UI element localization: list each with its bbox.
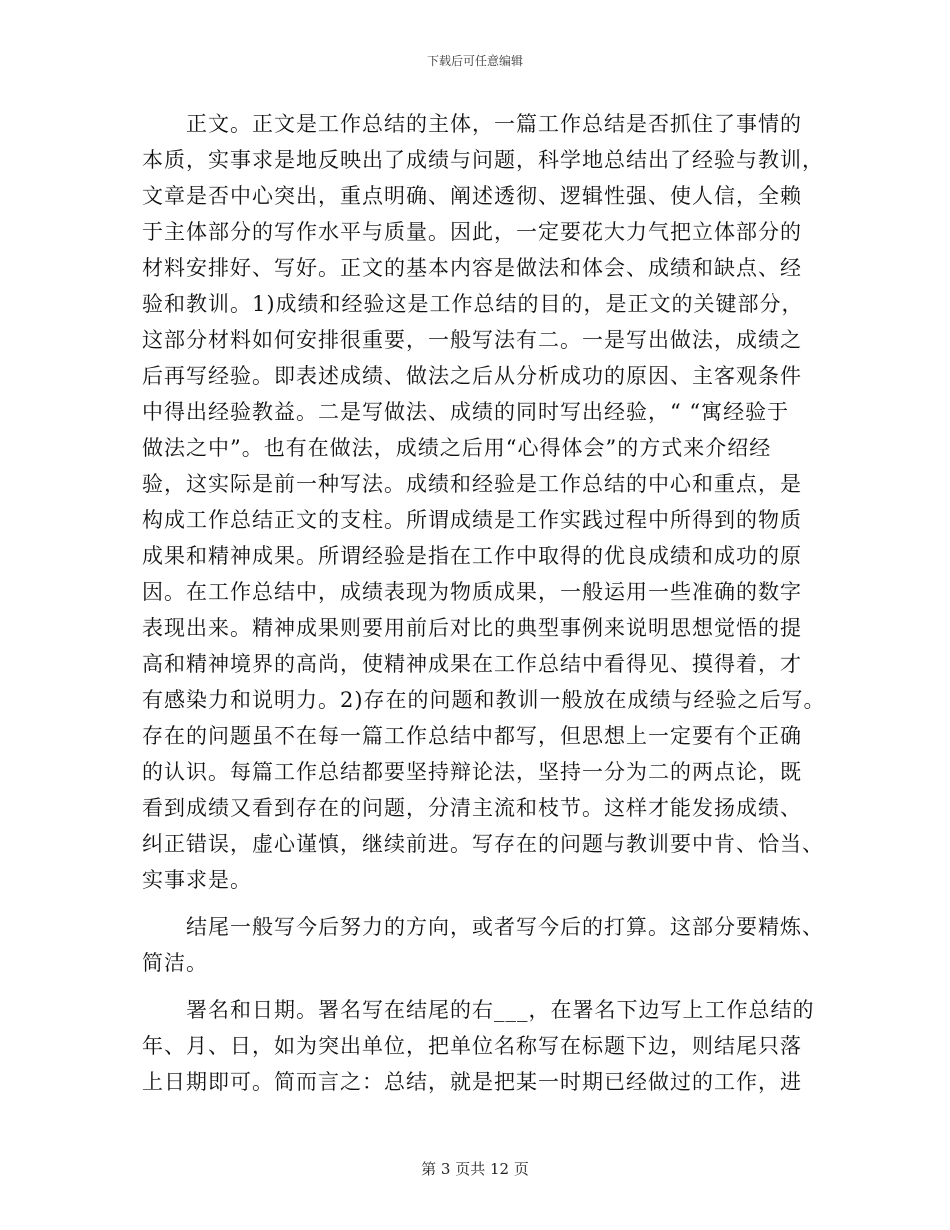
text-line: 简洁。	[142, 951, 208, 975]
text-line: 有感染力和说明力。2)存在的问题和教训一般放在成绩与经验之后写。	[142, 688, 826, 712]
text-line: 高和精神境界的高尚，使精神成果在工作总结中看得见、摸得着，才	[142, 652, 802, 676]
paragraph-main-text	[142, 106, 826, 898]
text-line: 做法之中”。也有在做法，成绩之后用“心得体会”的方式来介绍经	[142, 436, 772, 460]
text-line: 结尾一般写今后努力的方向，或者写今后的打算。这部分要精炼、	[186, 915, 824, 939]
text-line: 正文。正文是工作总结的主体，一篇工作总结是否抓住了事情的	[186, 112, 802, 136]
text-line: 中得出经验教益。二是写做法、成绩的同时写出经验，“ “寓经验于	[142, 400, 790, 424]
text-line: 署名和日期。署名写在结尾的右___，在署名下边写上工作总结的	[186, 998, 815, 1022]
paragraph-signature-date	[142, 992, 815, 1100]
text-line: 构成工作总结正文的支柱。所谓成绩是工作实践过程中所得到的物质	[142, 508, 802, 532]
text-line: 验，这实际是前一种写法。成绩和经验是工作总结的中心和重点，是	[142, 472, 802, 496]
text-line: 表现出来。精神成果则要用前后对比的典型事例来说明思想觉悟的提	[142, 616, 802, 640]
text-line: 这部分材料如何安排很重要，一般写法有二。一是写出做法，成绩之	[142, 328, 802, 352]
text-line: 于主体部分的写作水平与质量。因此，一定要花大力气把立体部分的	[142, 220, 802, 244]
text-line: 材料安排好、写好。正文的基本内容是做法和体会、成绩和缺点、经	[142, 256, 802, 280]
text-line: 本质，实事求是地反映出了成绩与问题，科学地总结出了经验与教训，	[142, 148, 824, 172]
text-line: 纠正错误，虚心谨慎，继续前进。写存在的问题与教训要中肯、恰当、	[142, 832, 824, 856]
text-line: 后再写经验。即表述成绩、做法之后从分析成功的原因、主客观条件	[142, 364, 802, 388]
text-line: 验和教训。1)成绩和经验这是工作总结的目的，是正文的关键部分，	[142, 292, 804, 316]
text-line: 看到成绩又看到存在的问题，分清主流和枝节。这样才能发扬成绩、	[142, 796, 802, 820]
text-line: 成果和精神成果。所谓经验是指在工作中取得的优良成绩和成功的原	[142, 544, 802, 568]
page-number: 第 3 页共 12 页	[421, 1160, 529, 1178]
page-header: 下载后可任意编辑	[426, 54, 523, 68]
document-body	[142, 106, 826, 1111]
text-line: 的认识。每篇工作总结都要坚持辩论法，坚持一分为二的两点论，既	[142, 760, 802, 784]
text-line: 存在的问题虽不在每一篇工作总结中都写，但思想上一定要有个正确	[142, 724, 802, 748]
text-line: 因。在工作总结中，成绩表现为物质成果，一般运用一些准确的数字	[142, 580, 802, 604]
paragraph-closing	[142, 909, 824, 981]
text-line: 实事求是。	[142, 868, 252, 892]
text-line: 文章是否中心突出，重点明确、阐述透彻、逻辑性强、使人信，全赖	[142, 184, 802, 208]
text-line: 上日期即可。简而言之：总结，就是把某一时期已经做过的工作，进	[142, 1070, 802, 1094]
text-line: 年、月、日，如为突出单位，把单位名称写在标题下边，则结尾只落	[142, 1034, 802, 1058]
